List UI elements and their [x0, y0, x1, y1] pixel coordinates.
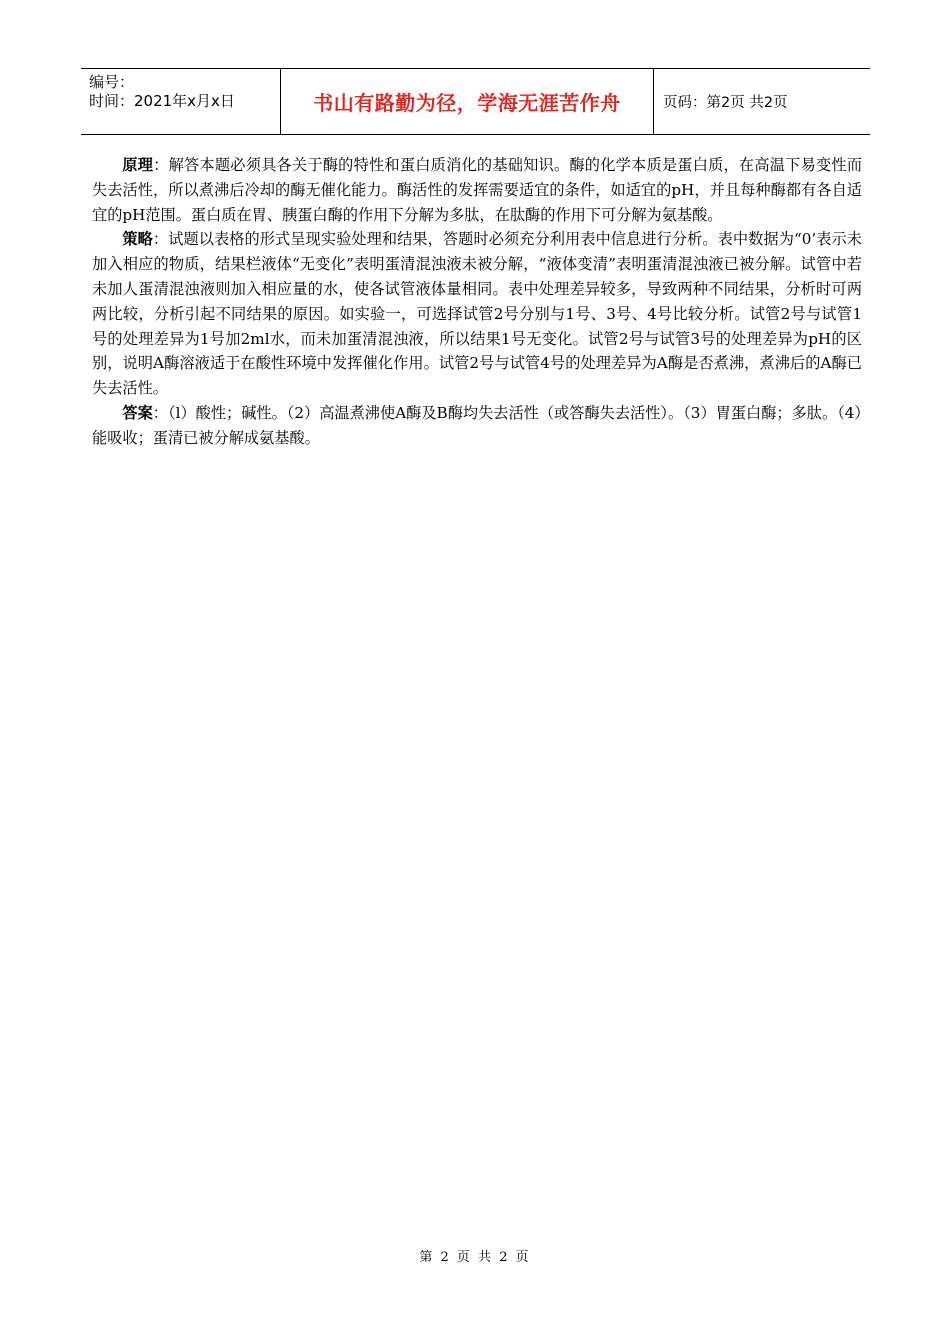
page-info: 页码：第2页 共2页 — [663, 95, 788, 111]
header-table — [81, 68, 870, 135]
number-label: 编号： — [89, 73, 135, 91]
header-page-cell — [654, 69, 870, 134]
paragraph-label: 答案 — [122, 403, 153, 422]
page-footer — [0, 1246, 950, 1265]
paragraph-text: 解答本题必须具各关于酶的特性和蛋白质消化的基础知识。酶的化学本质是蛋白质，在高温下易变性而失去活性，所以煮沸后冷却的酶无催化能力。酶活性的发挥需要适宜的条件，如适宜的pH，并且每种酶都有各自适宜的pH范围。蛋白质在胃、胰蛋白酶的作用下分解为多肽，在肽酶的作用下可分解为氨基酸。 — [92, 156, 863, 224]
paragraph-text: （l）酸性；碱性。（2）高温煮沸使A酶及B酶均失去活性（或答酶失去活性）。（3）胃蛋白酶；多肽。（4）能吸收；蛋清已被分解成氨基酸。 — [92, 403, 863, 447]
paragraph-label: 策略 — [122, 230, 153, 249]
paragraph-principle — [92, 153, 862, 227]
header-motto-cell — [281, 69, 654, 134]
paragraph-text: 试题以表格的形式呈现实验处理和结果，答题时必须充分利用表中信息进行分析。表中数据为“0’表示未加入相应的物质，结果栏液体“无变化”表明蛋清混浊液未被分解，“液体变清”表明蛋清混浊液已被分解。试管中若未加人蛋清混浊液则加入相应量的水，使各试管液体量相同。表中处理差异较多，导致两种不同结果，分析时可两两比较，分析引起不同结果的原因。如实验一，可选择试管2号分别与1号、3号、4号比较分析。试管2号与试管1号的处理差异为1号加2ml水，而未加蛋清混浊液，所以结果1号无变化。试管2号与试管3号的处理差异为pH的区别，说明A酶溶液适于在酸性环境中发挥催化作用。试管2号与试管4号的处理差异为A酶是否煮沸，煮沸后的A酶已失去活性。 — [92, 230, 862, 398]
time-label: 时间：2021年x月x日 — [89, 92, 235, 110]
paragraph-strategy — [92, 227, 862, 401]
paragraph-separator: ： — [153, 156, 169, 174]
paragraph-separator: ： — [152, 403, 168, 422]
document-body — [92, 153, 862, 451]
paragraph-separator: ： — [152, 230, 169, 249]
paragraph-label: 原理 — [122, 156, 154, 174]
header-meta-cell — [81, 69, 281, 134]
paragraph-answer — [92, 401, 862, 451]
motto-text: 书山有路勤为径，学海无涯苦作舟 — [313, 91, 621, 115]
footer-page-number: 第 2 页 共 2 页 — [419, 1250, 531, 1265]
